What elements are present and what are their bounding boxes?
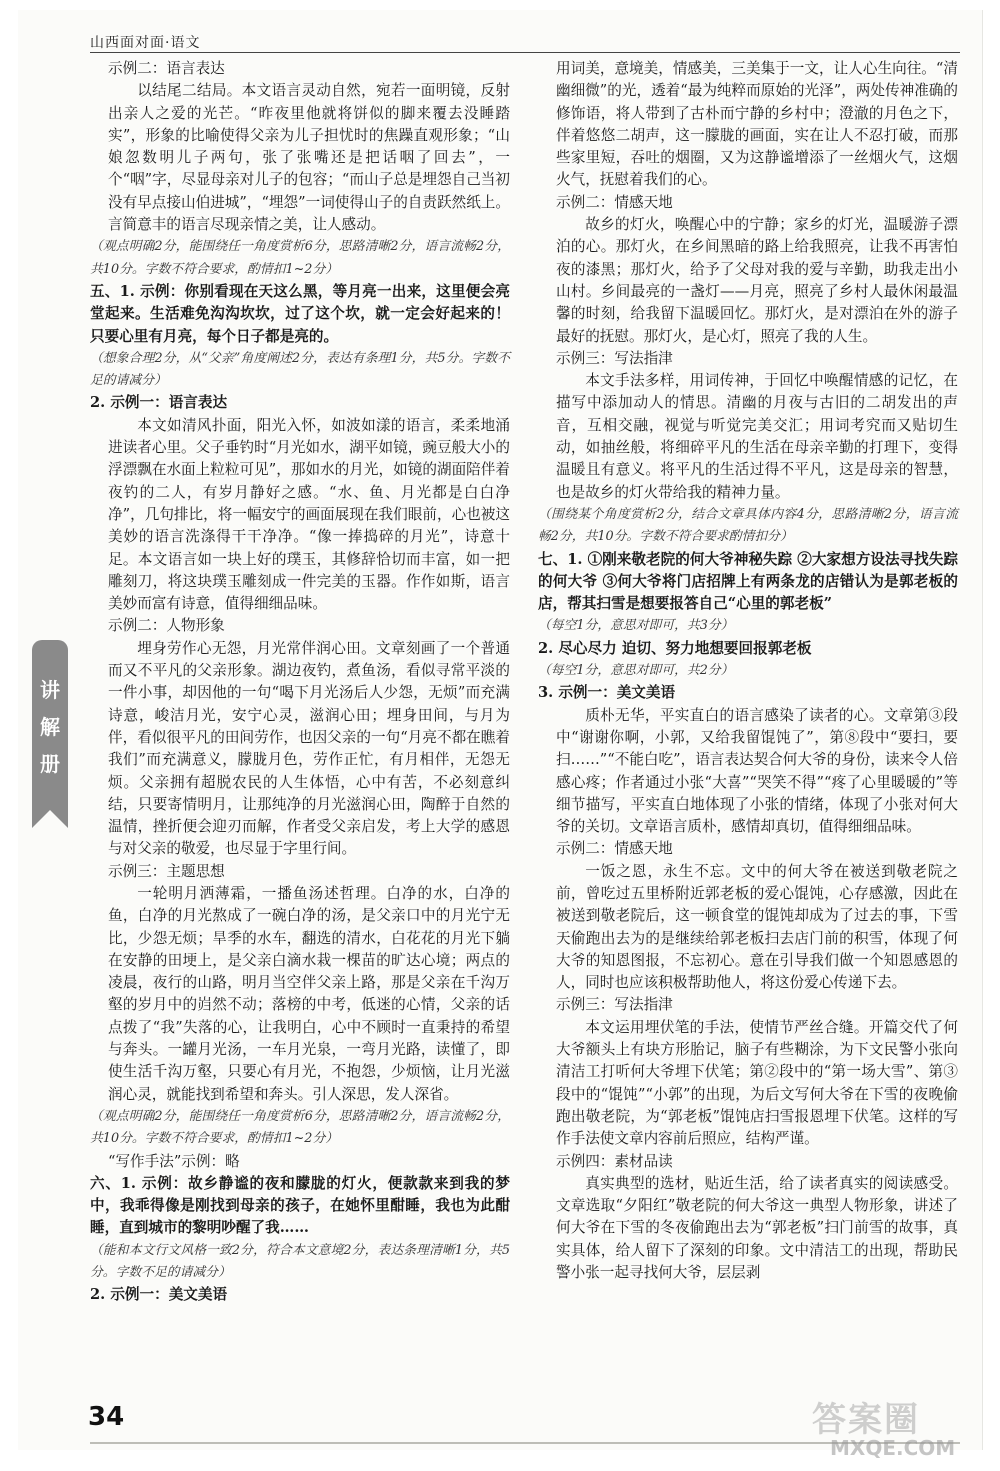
left-column-score-note: （能和本文行文风格一致2分，符合本文意境2分，表达条理清晰1分，共5分。字数不足的请减分） (90, 1242, 510, 1281)
section-tab-jiangjieche (32, 640, 68, 810)
left-column-paragraph: 埋身劳作心无怨，月光常伴润心田。文章刻画了一个普通而又不平凡的父亲形象。湖边夜钓，煮鱼汤，看似寻常平淡的一件小事，却因他的一句“喝下月光汤后人少怨，无烦”而充满诗意，峻洁月光，安宁心灵，滋润心田；埋身田间，与月为伴，看似很平凡的田间劳作，也因父亲的一句“月亮不都在瞧着我们”而充满意义，朦胧月色，劳作正忙，有月相伴，无怨无烦。父亲拥有超脱农民的人生体悟，心中有苦，不必刻意纠结，只要寄情明月，让那纯净的月光滋润心田，陶醉于自然的温情，挫折便会迎刃而解，作者受父亲启发，考上大学的感恩与对父亲的敬爱，也尽显于字里行间。 (108, 639, 510, 858)
right-column-paragraph: 质朴无华，平实直白的语言感染了读者的心。文章第③段中“谢谢你啊，小郭，又给我留馄饨了”，第⑧段中“要扫，要扫……”“不能白吃”，语言表达契合何大爷的身份，读来令人倍感心疼；作者通过小张“大喜”“哭笑不得”“疼了心里暖暖的”等细节描写，平实直白地体现了小张的情绪，体现了小张对何大爷的关切。文章语言质朴，感情却真切，值得细细品味。 (556, 706, 958, 836)
left-column-score-note: （观点明确2分，能围绕任一角度赏析6分，思路清晰2分，语言流畅2分，共10分。字数不符合要求，酌情扣1~2分） (90, 239, 510, 277)
left-column-score-note: （想象合理2分，从“父亲”角度阐述2分，表达有条理1分，共5分。字数不足的请减分） (90, 350, 510, 389)
right-column-example-heading: 示例三：写法指津 (556, 996, 673, 1014)
left-column (90, 58, 510, 1307)
left-column-question-item: 2. 示例一：美文美语 (90, 1286, 228, 1304)
right-column-example-heading: 示例四：素材品读 (556, 1152, 673, 1170)
section-tab-char: 册 (40, 751, 60, 776)
page-number: 34 (88, 1402, 125, 1432)
right-column-paragraph: 一饭之恩，永生不忘。文中的何大爷在被送到敬老院之前，曾吃过五里桥附近郭老板的爱心馄饨，心存感激，因此在被送到敬老院后，这一顿食堂的馄饨却成为了过去的事，下雪天偷跑出去为的是继续给郭老板扫去店门前的积雪，体现了何大爷的知恩图报，不忘初心。意在引导我们做一个知恩感恩的人，同时也应该积极帮助他人，将这份爱心传递下去。 (556, 862, 958, 992)
right-column-example-heading: 示例三：写法指津 (556, 349, 673, 367)
right-column-paragraph: 真实典型的选材，贴近生活，给了读者真实的阅读感受。文章选取“夕阳红”敬老院的何大爷这一典型人物形象，讲述了何大爷在下雪的冬夜偷跑出去为“郭老板”扫门前雪的故事，真实具体，给人留下了深刻的印象。文中清洁工的出现，帮助民警小张一起寻找何大爷，层层剥 (556, 1174, 958, 1282)
left-column-example-heading: 示例二：人物形象 (108, 617, 225, 635)
left-column-paragraph: 本文如清风扑面，阳光入怀，如波如漾的语言，柔柔地涌进读者心里。父子垂钓时“月光如水，湖平如镜，豌豆般大小的浮漂飘在水面上粒粒可见”，那如水的月光，如镜的湖面陪伴着夜钓的二人，有岁月静好之感。“水、鱼、月光都是白白净净”，几句排比，将一幅安宁的画面展现在我们眼前，心也被这美妙的语言洗涤得干干净净。“像一捧捣碎的月光”，诗意十足。本文语言如一块上好的璞玉，其修辞恰切而丰富，如一把雕刻刀，将这块璞玉雕刻成一件完美的玉器。作作如斯，语言美妙而富有诗意，值得细细品味。 (108, 416, 510, 613)
right-column-paragraph: 本文手法多样，用词传神，于回忆中唤醒情感的记忆，在描写中添加动人的情思。清幽的月夜与古旧的二胡发出的声音，互相交融，视觉与听觉完美交汇；用词考究而又贴切生动，如抽丝般，将细碎平凡的生活在母亲辛勤的打理下，变得温暖且有意义。将平凡的生活过得不平凡，这是母亲的智慧，也是故乡的灯火带给我的精神力量。 (556, 372, 958, 501)
left-column-score-note: （观点明确2分，能围绕任一角度赏析6分，思路清晰2分，语言流畅2分，共10分。字数不符合要求，酌情扣1~2分） (90, 1108, 510, 1147)
left-column-question-item: 2. 示例一：语言表达 (90, 394, 228, 412)
right-column-question-item: 3. 示例一：美文美语 (538, 684, 676, 702)
left-column-question-item: 五、1. 示例：你别看现在天这么黑，等月亮一出来，这里便会亮堂起来。生活难免沟沟坎坎，过了这个坎，就一定会好起来的！只要心里有月亮，每个日子都是亮的。 (90, 282, 510, 345)
left-column-example-heading: 示例二：语言表达 (108, 60, 225, 77)
left-column-example-heading: 示例三：主题思想 (108, 862, 225, 880)
left-column-paragraph: 一轮明月洒薄霜，一播鱼汤述哲理。白净的水，白净的鱼，白净的月光熬成了一碗白净的汤，是父亲口中的月光宁无比，少怨无烦；旱季的水车，翻选的清水，白花花的月光下躺在安静的田埂上，是父亲白滴水栽一棵苗的旷达心境；两点的凌晨，夜行的山路，明月当空伴父亲上路，那是父亲在千沟万壑的岁月中的岿然不动；落榜的中考，低迷的心情，父亲的话点拨了“我”失落的心，让我明白，心中不顾时一直秉持的希望与奔头。一罐月光汤，一车月光泉，一弯月光路，读懂了，即使生活千沟万壑，只要心有月光，不抱怨，少烦恼，让月光滋润心灵，就能找到希望和奔头。引人深思，发人深省。 (108, 884, 510, 1103)
left-column-question-item: 六、1. 示例：故乡静谧的夜和朦胧的灯火，便款款来到我的梦中，我乖得像是刚找到母亲的孩子，在她怀里酣睡，我也为此酣睡，直到城市的黎明吵醒了我…… (90, 1174, 510, 1237)
right-column-example-heading: 示例二：情感天地 (556, 840, 673, 858)
right-column-question-item: 2. 尽心尽力 迫切、努力地想要回报郭老板 (538, 639, 812, 657)
left-column-example-heading: “写作手法”示例：略 (108, 1152, 240, 1170)
section-tab-char: 讲 (40, 677, 60, 702)
watermark-logo: 答案圈 (812, 1400, 920, 1440)
right-column-question-item: 七、1. ①刚来敬老院的何大爷神秘失踪 ②大家想方设法寻找失踪的何大爷 ③何大爷将门店招牌上有两条龙的店错认为是郭老板的店，帮其扫雪是想要报答自己“心里的郭老板” (538, 550, 958, 613)
right-column-paragraph: 本文运用埋伏笔的手法，使情节严丝合缝。开篇交代了何大爷额头上有块方形胎记，脑子有些糊涂，为下文民警小张向清洁工打听何大爷埋下伏笔；第②段中的“第一场大雪”、第③段中的“馄饨”“小郭”的出现，为后文写何大爷在下雪的夜晚偷跑出敬老院，为“郭老板”馄饨店扫雪报恩埋下伏笔。这样的写作手法使文章内容前后照应，结构严谨。 (556, 1018, 958, 1148)
section-tab-char: 解 (40, 714, 60, 739)
right-column (538, 58, 958, 1284)
right-column-example-heading: 示例二：情感天地 (556, 193, 673, 211)
right-column-paragraph: 用词美，意境美，情感美，三美集于一文，让人心生向往。“清幽细微”的光，透着“最为纯粹而原始的光泽”，两处传神准确的修饰语，将人带到了古朴而宁静的乡村中；澄澈的月色之下，伴着悠悠二胡声，这一朦胧的画面，实在让人不忍打破，而那些家里短，吞吐的烟圈，又为这静谧增添了一丝烟火气，这烟火气，抚慰着我们的心。 (556, 60, 958, 189)
right-column-score-note: （每空1分，意思对即可，共2分） (538, 663, 734, 679)
right-column-score-note: （围绕某个角度赏析2分，结合文章具体内容4分，思路清晰2分，语言流畅2分，共10分。字数不符合要求酌情扣分） (538, 506, 958, 545)
right-column-paragraph: 故乡的灯火，唤醒心中的宁静；家乡的灯光，温暖游子漂泊的心。那灯火，在乡间黑暗的路上给我照亮，让我不再害怕夜的漆黑；那灯火，给予了父母对我的爱与辛勤，助我走出小山村。乡间最亮的一盏灯——月亮，照亮了乡村人最休闲最温馨的时刻，给我留下温暖回忆。那灯火，是对漂泊在外的游子最好的抚慰。那灯火，是心灯，照亮了我的人生。 (556, 216, 958, 345)
running-header: 山西面对面·语文 (90, 35, 201, 51)
right-column-score-note: （每空1分，意思对即可，共3分） (538, 618, 734, 634)
page-sheet (18, 10, 983, 1450)
left-column-paragraph: 以结尾二结局。本文语言灵动自然，宛若一面明镜，反射出亲人之爱的光芒。“昨夜里他就将饼似的脚来覆去没睡踏实”，形象的比喻使得父亲为儿子担忧时的焦躁直观形象；“山娘忽数明儿子两句，张了张嘴还是把话咽了回去”，一个“咽”字，尽显母亲对儿子的包容；“而山子总是埋怨自己当初没有早点接山伯进城”，“埋怨”一词使得山子的自责跃然纸上。言简意丰的语言尽现亲情之美，让人感动。 (108, 82, 510, 234)
watermark-url: MXQE.COM (830, 1436, 956, 1460)
header-rule (90, 52, 960, 53)
